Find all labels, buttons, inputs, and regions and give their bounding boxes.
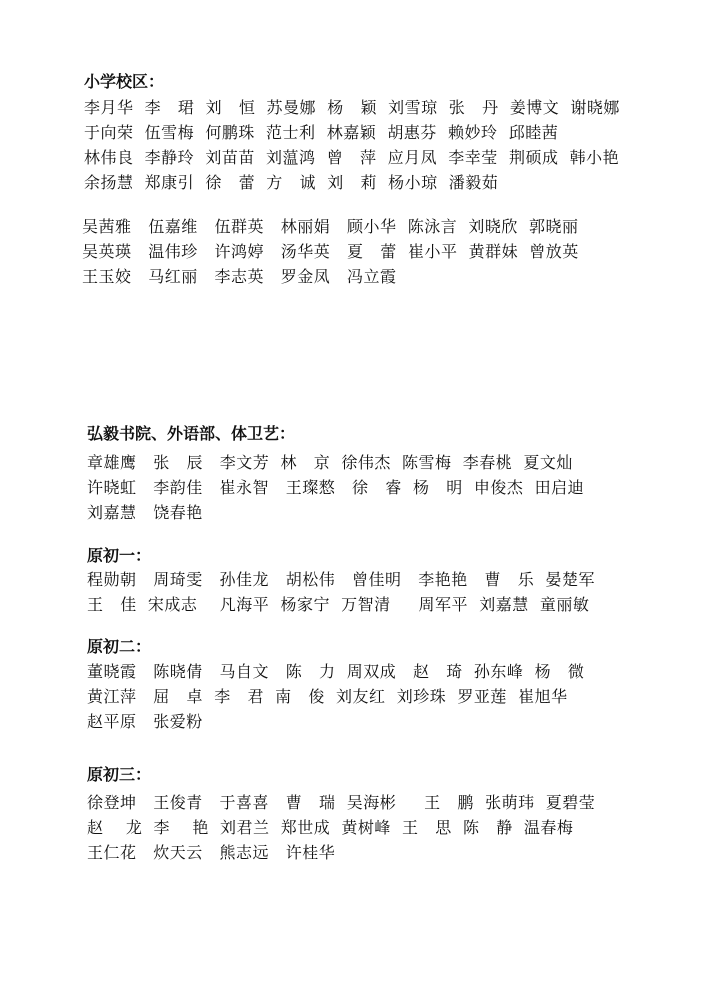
name-list-line: 王仁花 炊天云 熊志远 许桂华 xyxy=(87,843,336,862)
name-list-line: 王 佳 宋成志 凡海平 杨家宁 万智清 周军平 刘嘉慧 童丽敏 xyxy=(87,595,590,614)
name-list-line: 程勋朝 周琦雯 孙佳龙 胡松伟 曾佳明 李艳艳 曹 乐 晏楚军 xyxy=(87,570,595,589)
section-title-grade-3: 原初三： xyxy=(87,765,152,784)
name-list-line: 李月华 李 珺 刘 恒 苏曼娜 杨 颖 刘雪琼 张 丹 姜博文 谢晓娜 xyxy=(84,98,620,117)
name-list-line: 吴英瑛 温伟珍 许鸿婷 汤华英 夏 蕾 崔小平 黄群妹 曾放英 xyxy=(82,242,579,261)
name-list-line: 王玉姣 马红丽 李志英 罗金凤 冯立霞 xyxy=(82,267,397,286)
name-list-line: 余扬慧 郑康引 徐 蕾 方 诚 刘 莉 杨小琼 潘毅茹 xyxy=(84,173,499,192)
section-title-primary-campus: 小学校区： xyxy=(84,72,165,91)
section-title-grade-2: 原初二： xyxy=(87,637,152,656)
name-list-line: 许晓虹 李韵佳 崔永智 王璨憗 徐 睿 杨 明 申俊杰 田启迪 xyxy=(87,478,585,497)
name-list-line: 徐登坤 王俊青 于喜喜 曹 瑞 吴海彬 王 鹏 张萌玮 夏碧莹 xyxy=(87,793,596,812)
name-list-line: 赵 龙 李 艳 刘君兰 郑世成 黄树峰 王 思 陈 静 温春梅 xyxy=(87,818,574,837)
name-list-line: 赵平原 张爱粉 xyxy=(87,712,203,731)
name-list-line: 章雄鹰 张 辰 李文芳 林 京 徐伟杰 陈雪梅 李春桃 夏文灿 xyxy=(87,453,573,472)
name-list-line: 吴茜雅 伍嘉维 伍群英 林丽娟 顾小华 陈泳言 刘晓欣 郭晓丽 xyxy=(82,217,579,236)
section-title-grade-1: 原初一： xyxy=(87,546,152,565)
name-list-line: 林伟良 李静玲 刘苗苗 刘蕰鸿 曾 萍 应月凤 李幸莹 荆硕成 韩小艳 xyxy=(84,148,620,167)
name-list-line: 于向荣 伍雪梅 何鹏珠 范士利 林嘉颖 胡惠芬 赖妙玲 邱睦茜 xyxy=(84,123,559,142)
name-list-line: 黄江萍 屈 卓 李 君 南 俊 刘友红 刘珍珠 罗亚莲 崔旭华 xyxy=(87,687,568,706)
name-list-line: 董晓霞 陈晓倩 马自文 陈 力 周双成 赵 琦 孙东峰 杨 微 xyxy=(87,662,585,681)
section-title-hongyi: 弘毅书院、外语部、体卫艺： xyxy=(87,424,296,443)
name-list-line: 刘嘉慧 饶春艳 xyxy=(87,503,203,522)
